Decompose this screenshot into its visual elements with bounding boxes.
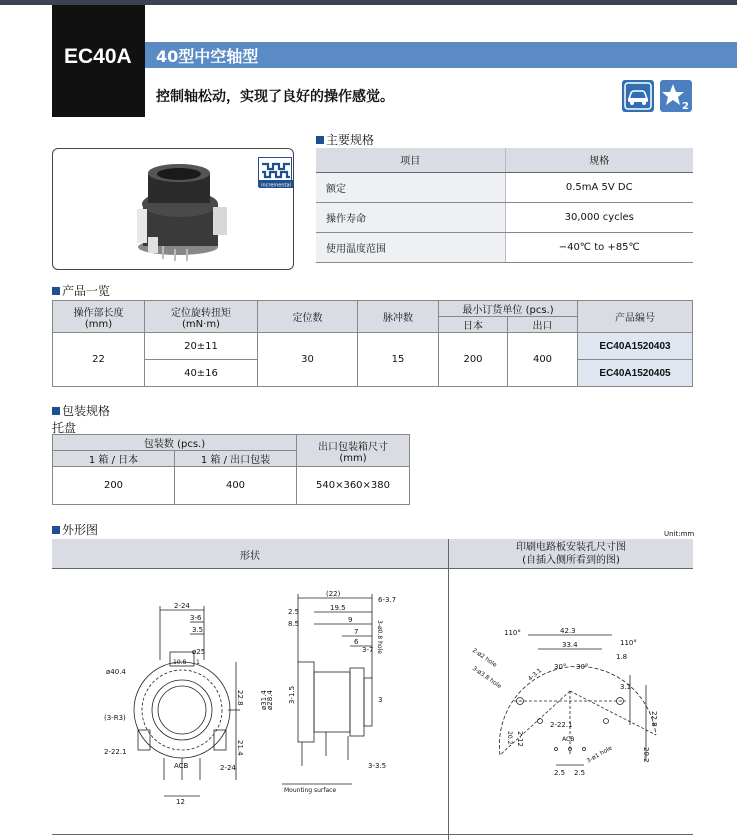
cell-torque: 20±11 (145, 333, 258, 360)
cell-box-size: 540×360×380 (297, 467, 410, 505)
svg-text:42.3: 42.3 (560, 627, 576, 635)
cell-moq-japan: 200 (439, 333, 508, 387)
table-row: 使用温度范围 −40℃ to +85℃ (316, 232, 693, 262)
svg-text:12: 12 (176, 798, 185, 806)
svg-text:22.8: 22.8 (650, 711, 658, 727)
drawing-divider (448, 539, 449, 840)
svg-text:2.5: 2.5 (554, 769, 566, 777)
pcb-hole-drawing (470, 615, 670, 775)
shape-label: 形状 (240, 551, 260, 562)
side-view-drawing (260, 590, 412, 800)
header-moq-japan: 日本 (439, 317, 508, 333)
svg-text:30°: 30° (554, 663, 567, 671)
unit-label: Unit:mm (664, 530, 695, 538)
table-row (53, 333, 693, 360)
bottom-rule (52, 834, 693, 835)
svg-text:1: 1 (196, 659, 200, 666)
svg-text:6-3.7: 6-3.7 (378, 596, 397, 604)
svg-text:3-1.5: 3-1.5 (288, 685, 296, 704)
svg-text:110°: 110° (504, 629, 521, 637)
header-pack-export: 1 箱 / 出口包装 (175, 451, 297, 467)
cell-moq-export: 400 (508, 333, 578, 387)
svg-text:ACB: ACB (562, 736, 575, 743)
svg-text:(22): (22) (326, 590, 341, 598)
spec-header-value: 规格 (505, 148, 693, 172)
drawing-header (52, 539, 693, 569)
svg-text:20.2: 20.2 (506, 731, 513, 745)
car-icon (622, 80, 654, 112)
specs-title: 主要规格 (316, 131, 374, 148)
series-title: 40型中空轴型 (156, 47, 259, 66)
cell-pack-export: 400 (175, 467, 297, 505)
table-row: 额定 0.5mA 5V DC (316, 172, 693, 202)
svg-text:3.5: 3.5 (192, 626, 204, 634)
svg-text:22.8: 22.8 (236, 690, 244, 706)
star-number: 2 (682, 101, 689, 112)
cell-part-no: EC40A1520403 (578, 333, 693, 360)
product-table (52, 300, 693, 387)
svg-text:30°: 30° (576, 663, 589, 671)
svg-text:3-3.5: 3-3.5 (368, 762, 387, 770)
header-pack-japan: 1 箱 / 日本 (53, 451, 175, 467)
header-pack-qty: 包装数 (pcs.) (53, 435, 297, 451)
svg-text:3-ø1 hole: 3-ø1 hole (585, 744, 614, 765)
product-photo-box (52, 148, 294, 270)
svg-text:20.2: 20.2 (642, 747, 650, 763)
svg-text:3-6: 3-6 (190, 614, 202, 622)
svg-text:4-3.1: 4-3.1 (526, 667, 544, 683)
model-name: EC40A (64, 45, 132, 68)
svg-text:2.5: 2.5 (574, 769, 586, 777)
svg-text:8.5: 8.5 (288, 620, 300, 628)
drawing-title: 外形图 (52, 521, 98, 538)
star-icon (660, 80, 692, 112)
cell-part-no: EC40A1520405 (578, 360, 693, 387)
svg-text:1.8: 1.8 (616, 653, 628, 661)
cell-detents: 30 (258, 333, 358, 387)
svg-text:6: 6 (354, 638, 359, 646)
cell-pulses: 15 (358, 333, 439, 387)
model-box (52, 5, 145, 117)
header-box-size: 出口包装箱尺寸 (mm) (297, 435, 410, 467)
header-moq: 最小订货单位 (pcs.) (439, 301, 578, 317)
svg-text:2-22.1: 2-22.1 (550, 721, 573, 729)
incremental-icon (258, 157, 292, 187)
svg-text:21.4: 21.4 (236, 740, 244, 756)
svg-text:ø28.4: ø28.4 (266, 690, 274, 710)
svg-text:(3-R3): (3-R3) (104, 714, 126, 722)
packaging-title: 包装规格 (52, 402, 110, 419)
spec-header-item: 项目 (316, 148, 505, 172)
svg-text:110°: 110° (620, 639, 637, 647)
svg-text:3-ø3.8 hole: 3-ø3.8 hole (470, 664, 503, 691)
svg-text:33.4: 33.4 (562, 641, 578, 649)
svg-text:Mounting surface: Mounting surface (284, 787, 337, 794)
svg-text:19.5: 19.5 (330, 604, 346, 612)
header-shaft-length: 操作部长度 (mm) (53, 301, 145, 333)
cell-shaft-length: 22 (53, 333, 145, 387)
cell-pack-japan: 200 (53, 467, 175, 505)
spec-table (316, 148, 693, 263)
svg-text:2-24: 2-24 (220, 764, 236, 772)
svg-text:3-7: 3-7 (362, 646, 374, 654)
pcb-label: 印刷电路板安装孔尺寸图 (自插入侧所看到的图) (516, 542, 626, 566)
front-view-drawing (100, 600, 260, 810)
header-moq-export: 出口 (508, 317, 578, 333)
header-detents: 定位数 (258, 301, 358, 333)
series-bar (52, 42, 737, 68)
svg-text:ø40.4: ø40.4 (106, 668, 126, 676)
products-title: 产品一览 (52, 282, 110, 299)
svg-text:2-12: 2-12 (516, 731, 524, 747)
svg-text:3.1: 3.1 (620, 683, 632, 691)
svg-text:9: 9 (348, 616, 353, 624)
incremental-label: incremental (261, 182, 291, 189)
cell-torque: 40±16 (145, 360, 258, 387)
svg-text:2-24: 2-24 (174, 602, 190, 610)
svg-text:7: 7 (354, 628, 359, 636)
svg-text:3: 3 (378, 696, 383, 704)
header-part-no: 产品编号 (578, 301, 693, 333)
header-torque: 定位旋转扭矩 (mN·m) (145, 301, 258, 333)
packaging-subtitle: 托盘 (52, 421, 77, 435)
table-row (53, 467, 410, 505)
svg-text:ø31.4: ø31.4 (260, 690, 268, 710)
svg-text:ø25: ø25 (192, 648, 206, 656)
packaging-table (52, 434, 410, 505)
header-pulses: 脉冲数 (358, 301, 439, 333)
svg-text:2-22.1: 2-22.1 (104, 748, 127, 756)
svg-text:2.5: 2.5 (288, 608, 300, 616)
table-row: 操作寿命 30,000 cycles (316, 202, 693, 232)
tagline: 控制轴松动，实现了良好的操作感觉。 (156, 89, 394, 105)
svg-text:10.8: 10.8 (173, 659, 187, 666)
svg-text:3-ø0.8 hole: 3-ø0.8 hole (376, 620, 383, 654)
svg-text:2-ø2 hole: 2-ø2 hole (470, 646, 498, 669)
svg-text:ACB: ACB (174, 762, 189, 770)
